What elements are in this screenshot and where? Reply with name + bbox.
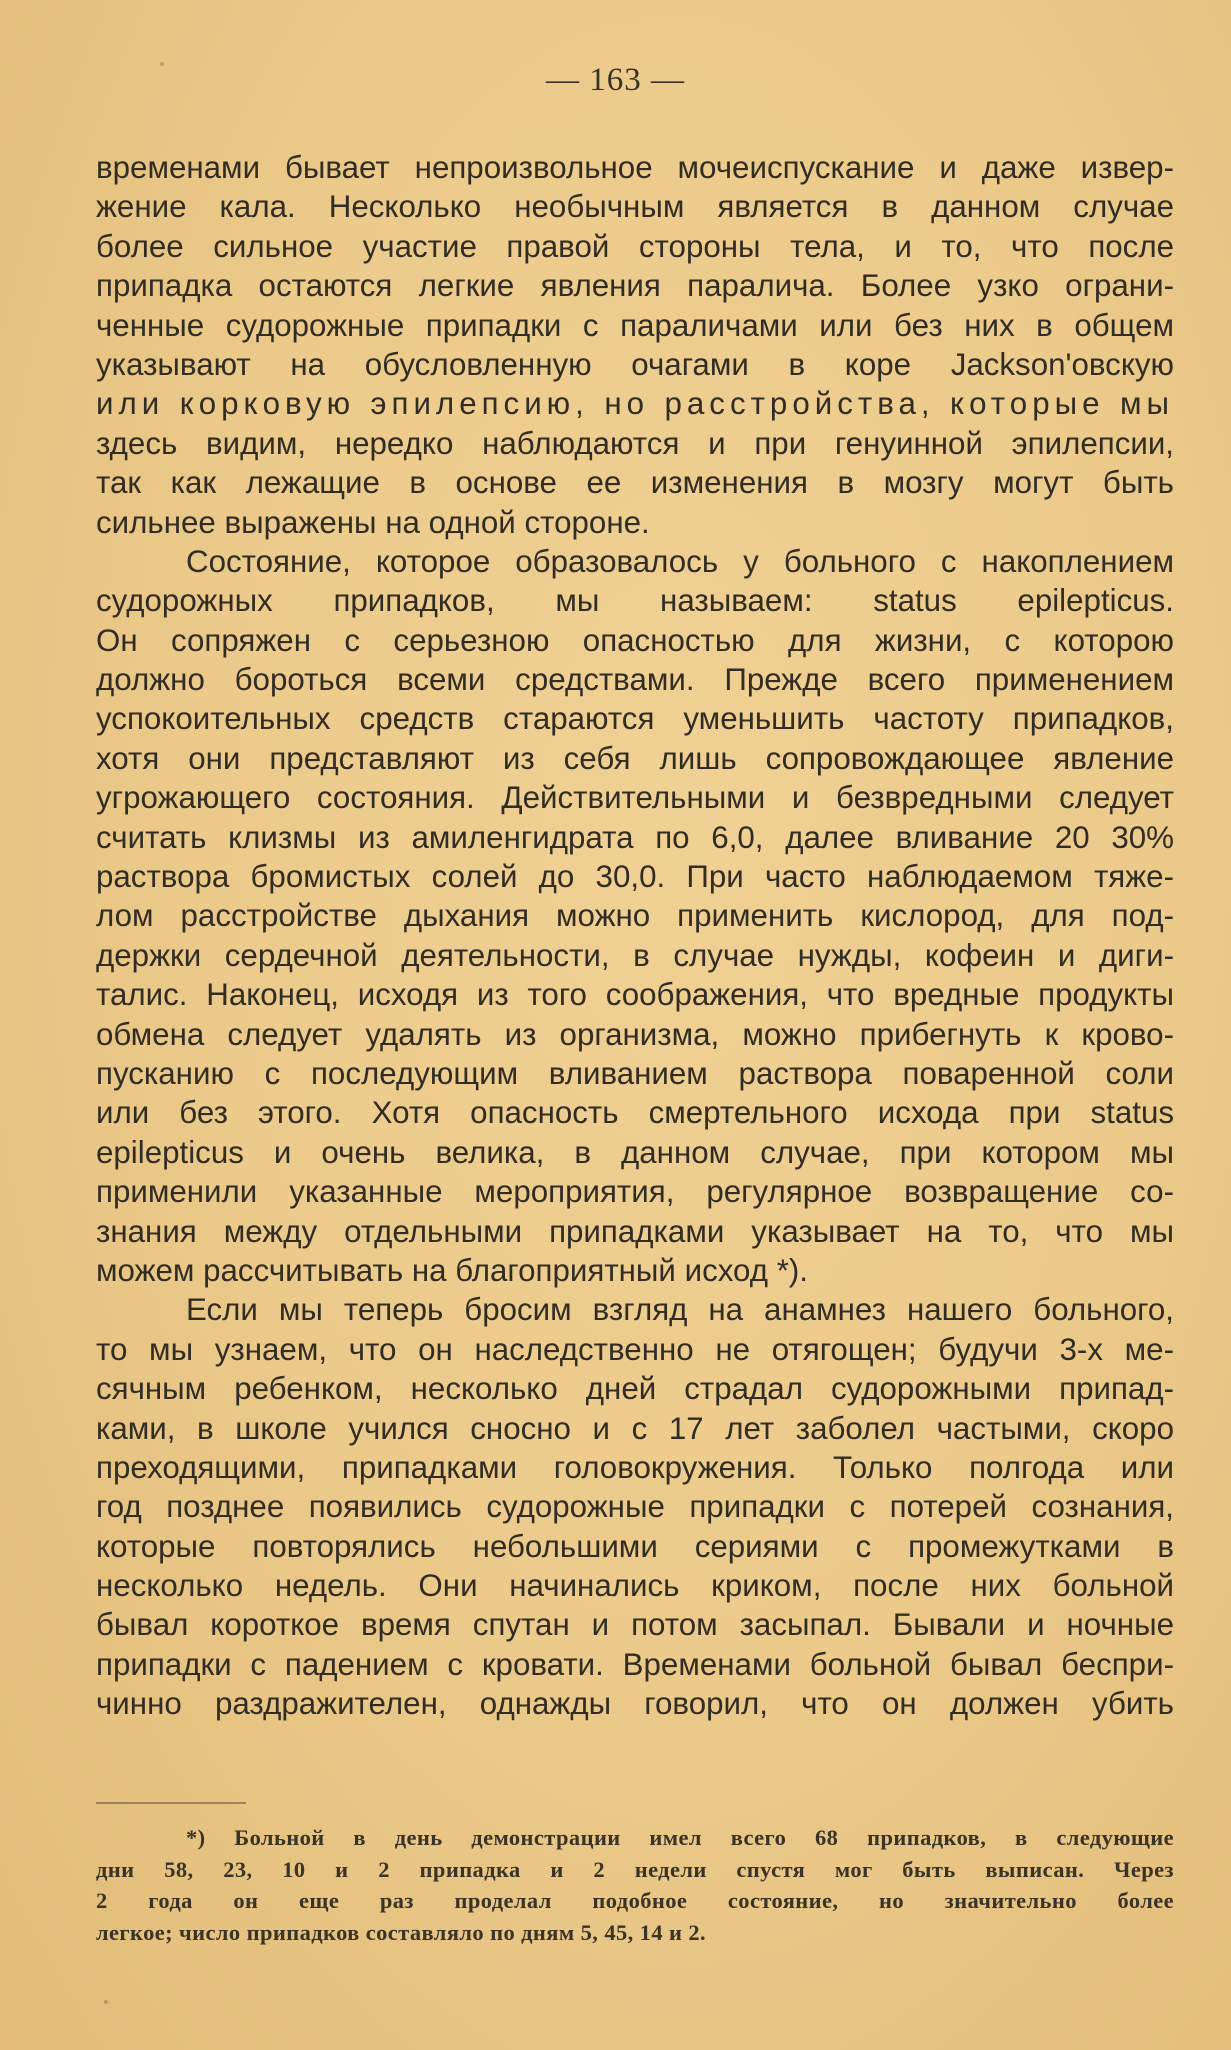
text-line: указывают на обусловленную очагами в коре Jackson'овскую xyxy=(96,346,1174,382)
paper-speck xyxy=(160,62,164,66)
text-line: припадка остаются легкие явления паралича. Более узко ограни- xyxy=(96,268,1174,304)
footnote-line: 2 года он еще раз проделал подобное состояние, но значительно более xyxy=(96,1888,1174,1913)
text-line: судорожных припадков, мы называем: status epilepticus. xyxy=(96,583,1174,619)
text-line: Он сопряжен с серьезною опасностью для жизни, с которою xyxy=(96,622,1174,658)
text-line: считать клизмы из амиленгидрата по 6,0, далее вливание 20 30% xyxy=(96,819,1174,855)
text-line: более сильное участие правой стороны тела, и то, что после xyxy=(96,228,1174,264)
footnote-divider xyxy=(96,1802,246,1804)
text-line: должно бороться всеми средствами. Прежде всего применением xyxy=(96,662,1174,698)
text-line: успокоительных средств стараются уменьшить частоту припадков, xyxy=(96,701,1174,737)
text-line: пусканию с последующим вливанием раствора поваренной соли xyxy=(96,1055,1174,1091)
text-line: талис. Наконец, исходя из того соображения, что вредные продукты xyxy=(96,977,1174,1013)
text-line: применили указанные мероприятия, регулярное возвращение со- xyxy=(96,1174,1174,1210)
text-line: здесь видим, нередко наблюдаются и при генуинной эпилепсии, xyxy=(96,425,1174,461)
body-text xyxy=(96,148,1174,1724)
text-line: ченные судорожные припадки с параличами или без них в общем xyxy=(96,307,1174,343)
text-line: сильнее выражены на одной стороне. xyxy=(96,504,650,540)
footnote-line: легкое; число припадков составляло по дням 5, 45, 14 и 2. xyxy=(96,1919,707,1945)
text-line: год позднее появились судорожные припадки с потерей сознания, xyxy=(96,1489,1174,1525)
text-line: или без этого. Хотя опасность смертельного исхода при status xyxy=(96,1095,1174,1131)
text-line: жение кала. Несколько необычным является в данном случае xyxy=(96,189,1174,225)
text-line: раствора бромистых солей до 30,0. При часто наблюдаемом тяже- xyxy=(96,859,1174,895)
text-line: чинно раздражителен, однажды говорил, что он должен убить xyxy=(96,1686,1174,1722)
text-line: Если мы теперь бросим взгляд на анамнез нашего больного, xyxy=(186,1292,1174,1328)
text-line: epilepticus и очень велика, в данном случае, при котором мы xyxy=(96,1134,1174,1170)
text-line: сячным ребенком, несколько дней страдал судорожными припад- xyxy=(96,1371,1174,1407)
paper-speck xyxy=(104,2000,108,2004)
page-number: — 163 — xyxy=(546,62,685,98)
text-line: лом расстройстве дыхания можно применить кислород, для под- xyxy=(96,898,1174,934)
text-line: ками, в школе учился сносно и с 17 лет заболел частыми, скоро xyxy=(96,1410,1174,1446)
text-line: можем рассчитывать на благоприятный исход *). xyxy=(96,1252,809,1288)
text-line: обмена следует удалять из организма, можно прибегнуть к крово- xyxy=(96,1016,1174,1052)
text-line: держки сердечной деятельности, в случае нужды, кофеин и диги- xyxy=(96,937,1174,973)
text-line: припадки с падением с кровати. Временами больной бывал беспри- xyxy=(96,1646,1174,1682)
text-line: знания между отдельными припадками указывает на то, что мы xyxy=(96,1213,1174,1249)
footnote-line: дни 58, 23, 10 и 2 припадка и 2 недели спустя мог быть выписан. Через xyxy=(96,1856,1174,1882)
text-line: так как лежащие в основе ее изменения в мозгу могут быть xyxy=(96,465,1174,501)
text-line: преходящими, припадками головокружения. Только полгода или xyxy=(96,1449,1174,1485)
text-line: несколько недель. Они начинались криком, после них больной xyxy=(96,1568,1174,1604)
text-line: Состояние, которое образовалось у больного с накоплением xyxy=(186,543,1174,579)
text-line: или корковую эпилепсию, но расстройства, которые мы xyxy=(96,386,1174,422)
text-line: хотя они представляют из себя лишь сопровождающее явление xyxy=(96,740,1174,776)
text-line: временами бывает непроизвольное мочеиспускание и даже извер- xyxy=(96,150,1174,185)
footnote-line: *) Больной в день демонстрации имел всего 68 припадков, в следующие xyxy=(186,1825,1174,1850)
text-line: которые повторялись небольшими сериями с промежутками в xyxy=(96,1528,1174,1564)
text-line: бывал короткое время спутан и потом засыпал. Бывали и ночные xyxy=(96,1607,1174,1643)
text-line: то мы узнаем, что он наследственно не отягощен; будучи 3-х ме- xyxy=(96,1331,1174,1367)
text-line: угрожающего состояния. Действительными и безвредными следует xyxy=(96,780,1174,816)
footnote xyxy=(96,1822,1174,1948)
